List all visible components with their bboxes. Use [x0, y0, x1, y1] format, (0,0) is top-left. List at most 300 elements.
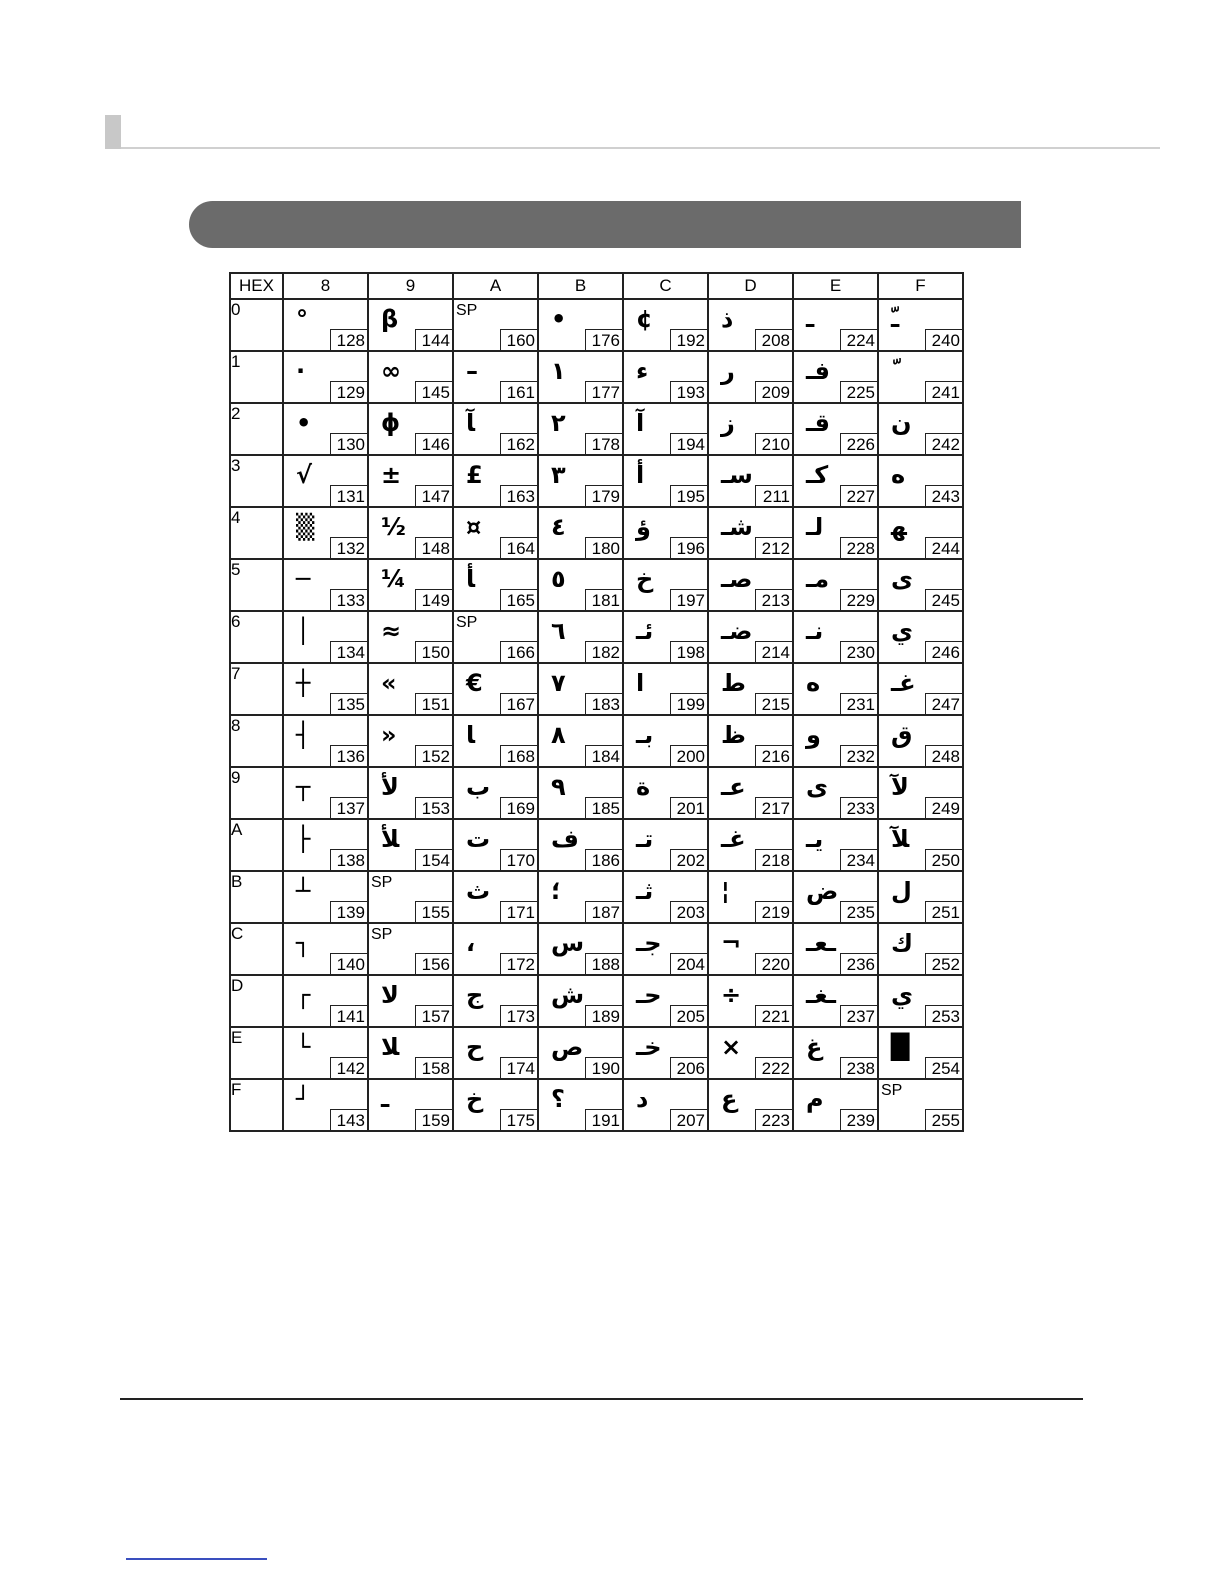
- character-code: 198: [670, 641, 708, 663]
- character-glyph: مـ: [806, 565, 830, 593]
- character-glyph: ٧: [551, 669, 566, 697]
- character-cell: [878, 1027, 963, 1079]
- character-cell: [368, 455, 453, 507]
- character-cell: [368, 299, 453, 351]
- character-glyph: ٣: [551, 461, 566, 489]
- character-code: 252: [925, 953, 963, 975]
- character-glyph: ∞: [381, 357, 401, 385]
- character-cell: [283, 559, 368, 611]
- character-cell: [538, 455, 623, 507]
- character-glyph: و: [806, 721, 821, 749]
- character-code: 145: [415, 381, 453, 403]
- character-cell: [708, 1079, 793, 1131]
- character-glyph: €: [466, 669, 483, 697]
- character-cell: [623, 351, 708, 403]
- character-glyph: نـ: [806, 617, 824, 645]
- character-glyph: م: [806, 1085, 824, 1113]
- table-row: [230, 559, 963, 611]
- character-code: 244: [925, 537, 963, 559]
- character-glyph: ى: [891, 565, 913, 593]
- character-glyph: ≈: [381, 617, 402, 645]
- row-hex-label: E: [230, 1027, 283, 1079]
- character-code: 203: [670, 901, 708, 923]
- character-code: 162: [500, 433, 538, 455]
- character-glyph: عـ: [721, 773, 746, 801]
- table-row: [230, 299, 963, 351]
- character-cell: [878, 403, 963, 455]
- character-cell: [283, 299, 368, 351]
- character-glyph: ق: [891, 721, 913, 749]
- character-code: 194: [670, 433, 708, 455]
- character-glyph: ح: [466, 1033, 484, 1061]
- character-cell: [878, 559, 963, 611]
- character-code: 139: [330, 901, 368, 923]
- code-page-title-bar: [189, 201, 1021, 248]
- character-cell: [623, 1027, 708, 1079]
- character-cell: [453, 975, 538, 1027]
- character-code: 248: [925, 745, 963, 767]
- character-glyph: حـ: [636, 981, 662, 1009]
- character-cell: [793, 1079, 878, 1131]
- character-glyph: ·: [296, 357, 306, 385]
- character-glyph: ┤: [296, 721, 311, 749]
- character-code: 226: [840, 433, 878, 455]
- character-code: 173: [500, 1005, 538, 1027]
- character-cell: [878, 715, 963, 767]
- row-hex-label: 2: [230, 403, 283, 455]
- character-cell: [283, 351, 368, 403]
- character-code: 149: [415, 589, 453, 611]
- character-cell: [453, 611, 538, 663]
- character-code-table: [229, 272, 964, 1132]
- character-glyph: ┘: [296, 1085, 311, 1113]
- character-code: 216: [755, 745, 793, 767]
- character-code: 159: [415, 1109, 453, 1131]
- character-glyph: SP: [881, 1082, 903, 1099]
- character-code: 183: [585, 693, 623, 715]
- column-header: F: [878, 273, 963, 299]
- table-row: [230, 871, 963, 923]
- character-code: 138: [330, 849, 368, 871]
- row-hex-label: 3: [230, 455, 283, 507]
- character-cell: [538, 819, 623, 871]
- character-code: 222: [755, 1057, 793, 1079]
- character-glyph: ﻷ: [381, 773, 399, 801]
- character-cell: [708, 715, 793, 767]
- character-glyph: س: [551, 929, 585, 957]
- character-code: 249: [925, 797, 963, 819]
- character-glyph: ½: [381, 513, 406, 541]
- character-glyph: جـ: [636, 929, 662, 957]
- character-code: 208: [755, 329, 793, 351]
- character-glyph: ط: [721, 669, 746, 697]
- character-glyph: ┴: [296, 877, 311, 905]
- character-cell: [708, 507, 793, 559]
- character-code: 210: [755, 433, 793, 455]
- character-code: 241: [925, 381, 963, 403]
- character-glyph: █: [891, 1033, 910, 1061]
- character-glyph: ت: [466, 825, 491, 853]
- row-hex-label: 6: [230, 611, 283, 663]
- character-code: 202: [670, 849, 708, 871]
- character-code: 217: [755, 797, 793, 819]
- character-code: 197: [670, 589, 708, 611]
- character-cell: [453, 299, 538, 351]
- character-glyph: SP: [456, 614, 478, 631]
- character-code: 179: [585, 485, 623, 507]
- character-glyph: └: [296, 1033, 311, 1061]
- character-glyph: »: [381, 721, 397, 749]
- character-glyph: ┌: [296, 981, 311, 1009]
- character-glyph: صـ: [721, 565, 753, 593]
- table-row: [230, 1079, 963, 1131]
- character-code: 250: [925, 849, 963, 871]
- character-code: 156: [415, 953, 453, 975]
- character-cell: [793, 507, 878, 559]
- table-row: [230, 351, 963, 403]
- footer-rule: [120, 1398, 1083, 1400]
- character-cell: [538, 1079, 623, 1131]
- character-glyph: خ: [466, 1085, 484, 1113]
- character-glyph: ▒: [296, 513, 315, 541]
- character-cell: [453, 1027, 538, 1079]
- character-glyph: ضـ: [721, 617, 753, 645]
- character-glyph: ا: [636, 669, 645, 697]
- character-code: 193: [670, 381, 708, 403]
- character-code: 177: [585, 381, 623, 403]
- character-glyph: ¦: [721, 877, 730, 905]
- character-cell: [368, 715, 453, 767]
- character-glyph: ١: [551, 357, 566, 385]
- character-code: 152: [415, 745, 453, 767]
- character-glyph: قـ: [806, 409, 830, 437]
- character-glyph: ϕ: [381, 409, 401, 437]
- character-code: 187: [585, 901, 623, 923]
- character-cell: [623, 975, 708, 1027]
- character-code: 157: [415, 1005, 453, 1027]
- character-cell: [623, 819, 708, 871]
- character-code: 175: [500, 1109, 538, 1131]
- character-code: 223: [755, 1109, 793, 1131]
- footer-link-underline[interactable]: [126, 1558, 267, 1560]
- character-glyph: ┬: [296, 773, 311, 801]
- character-cell: [623, 611, 708, 663]
- character-code: 171: [500, 901, 538, 923]
- character-glyph: ب: [466, 773, 491, 801]
- character-glyph: ٢: [551, 409, 566, 437]
- character-cell: [453, 715, 538, 767]
- character-glyph: ن: [891, 409, 912, 437]
- character-cell: [623, 715, 708, 767]
- character-cell: [283, 455, 368, 507]
- character-cell: [708, 455, 793, 507]
- character-cell: [793, 403, 878, 455]
- character-code: 146: [415, 433, 453, 455]
- character-code: 236: [840, 953, 878, 975]
- character-code: 224: [840, 329, 878, 351]
- character-glyph: ¢: [636, 305, 653, 333]
- character-cell: [368, 1079, 453, 1131]
- character-cell: [538, 507, 623, 559]
- character-glyph: ـّ: [891, 305, 900, 333]
- character-glyph: لـ: [806, 513, 824, 541]
- character-glyph: ثـ: [636, 877, 654, 905]
- character-cell: [283, 871, 368, 923]
- character-code: 166: [500, 641, 538, 663]
- character-glyph: ﺄ: [466, 565, 476, 593]
- character-code: 239: [840, 1109, 878, 1131]
- character-code: 233: [840, 797, 878, 819]
- character-code: 218: [755, 849, 793, 871]
- character-cell: [283, 923, 368, 975]
- character-code: 129: [330, 381, 368, 403]
- character-glyph: ┐: [296, 929, 311, 957]
- character-glyph: ه: [806, 669, 821, 697]
- character-glyph: •: [551, 305, 567, 333]
- character-glyph: كـ: [806, 461, 829, 489]
- character-code: 155: [415, 901, 453, 923]
- character-cell: [793, 559, 878, 611]
- column-header: A: [453, 273, 538, 299]
- column-header: 9: [368, 273, 453, 299]
- character-cell: [453, 871, 538, 923]
- character-glyph: ي: [891, 617, 913, 645]
- character-code: 232: [840, 745, 878, 767]
- table-row: [230, 923, 963, 975]
- character-cell: [453, 663, 538, 715]
- character-cell: [453, 507, 538, 559]
- character-code: 148: [415, 537, 453, 559]
- character-code: 132: [330, 537, 368, 559]
- character-cell: [538, 403, 623, 455]
- character-code: 213: [755, 589, 793, 611]
- character-cell: [453, 351, 538, 403]
- character-cell: [878, 923, 963, 975]
- character-code: 237: [840, 1005, 878, 1027]
- character-code: 144: [415, 329, 453, 351]
- character-cell: [708, 299, 793, 351]
- character-glyph: ـ: [806, 305, 815, 333]
- character-code: 228: [840, 537, 878, 559]
- character-cell: [793, 663, 878, 715]
- character-cell: [368, 767, 453, 819]
- column-header: C: [623, 273, 708, 299]
- character-code: 140: [330, 953, 368, 975]
- table-row: [230, 403, 963, 455]
- character-code: 199: [670, 693, 708, 715]
- character-glyph: ؟: [551, 1085, 565, 1113]
- character-glyph: ×: [721, 1033, 742, 1061]
- character-cell: [878, 455, 963, 507]
- character-code: 134: [330, 641, 368, 663]
- character-code: 195: [670, 485, 708, 507]
- character-code: 163: [500, 485, 538, 507]
- section-header-marker: [105, 115, 121, 149]
- character-cell: [623, 455, 708, 507]
- character-code: 196: [670, 537, 708, 559]
- column-header: 8: [283, 273, 368, 299]
- character-cell: [878, 663, 963, 715]
- character-code: 253: [925, 1005, 963, 1027]
- character-glyph: غ: [806, 1033, 823, 1061]
- table-row: [230, 663, 963, 715]
- character-glyph: شـ: [721, 513, 753, 541]
- character-cell: [368, 403, 453, 455]
- character-cell: [283, 767, 368, 819]
- character-cell: [283, 611, 368, 663]
- character-cell: [368, 923, 453, 975]
- character-code: 143: [330, 1109, 368, 1131]
- character-code: 130: [330, 433, 368, 455]
- column-header: D: [708, 273, 793, 299]
- row-hex-label: 0: [230, 299, 283, 351]
- character-glyph: ر: [721, 357, 735, 385]
- character-cell: [453, 403, 538, 455]
- character-glyph: غـ: [891, 669, 916, 697]
- character-cell: [708, 871, 793, 923]
- character-glyph: ÷: [721, 981, 742, 1009]
- character-code: 128: [330, 329, 368, 351]
- character-cell: [538, 663, 623, 715]
- character-glyph: SP: [371, 926, 393, 943]
- character-code: 136: [330, 745, 368, 767]
- character-code: 164: [500, 537, 538, 559]
- character-code: 141: [330, 1005, 368, 1027]
- character-cell: [283, 819, 368, 871]
- character-code: 204: [670, 953, 708, 975]
- character-glyph: ﻸ: [381, 825, 400, 853]
- character-code: 207: [670, 1109, 708, 1131]
- hex-header: HEX: [230, 273, 283, 299]
- row-hex-label: A: [230, 819, 283, 871]
- character-code: 211: [755, 485, 793, 507]
- character-code: 220: [755, 953, 793, 975]
- character-code: 206: [670, 1057, 708, 1079]
- character-code: 221: [755, 1005, 793, 1027]
- character-code: 135: [330, 693, 368, 715]
- character-code: 150: [415, 641, 453, 663]
- character-glyph: ┼: [296, 669, 311, 697]
- character-cell: [453, 819, 538, 871]
- character-cell: [538, 559, 623, 611]
- character-cell: [368, 663, 453, 715]
- character-glyph: خ: [636, 565, 654, 593]
- character-glyph: ٦: [551, 617, 566, 645]
- character-cell: [708, 559, 793, 611]
- character-code: 219: [755, 901, 793, 923]
- character-code: 254: [925, 1057, 963, 1079]
- character-code: 174: [500, 1057, 538, 1079]
- row-hex-label: 4: [230, 507, 283, 559]
- character-code: 137: [330, 797, 368, 819]
- character-glyph: ﺂ: [466, 409, 476, 437]
- character-code: 151: [415, 693, 453, 715]
- character-glyph: سـ: [721, 461, 753, 489]
- character-cell: [878, 299, 963, 351]
- character-cell: [623, 299, 708, 351]
- table-row: [230, 975, 963, 1027]
- character-cell: [368, 1027, 453, 1079]
- character-code: 243: [925, 485, 963, 507]
- character-cell: [453, 559, 538, 611]
- row-hex-label: 7: [230, 663, 283, 715]
- character-code: 190: [585, 1057, 623, 1079]
- character-glyph: SP: [456, 302, 478, 319]
- character-glyph: ه: [891, 461, 906, 489]
- character-code: 247: [925, 693, 963, 715]
- character-cell: [283, 1027, 368, 1079]
- character-glyph: ـعـ: [806, 929, 836, 957]
- character-glyph: –: [466, 357, 478, 385]
- character-glyph: «: [381, 669, 397, 697]
- character-glyph: ظ: [721, 721, 746, 749]
- character-cell: [623, 1079, 708, 1131]
- character-glyph: ٥: [551, 565, 566, 593]
- row-hex-label: B: [230, 871, 283, 923]
- table-header-row: [230, 273, 963, 299]
- character-code: 168: [500, 745, 538, 767]
- character-cell: [793, 819, 878, 871]
- character-glyph: ى: [806, 773, 828, 801]
- character-cell: [878, 351, 963, 403]
- character-cell: [623, 767, 708, 819]
- character-glyph: ¼: [381, 565, 406, 593]
- character-glyph: ض: [806, 877, 839, 905]
- character-glyph: غـ: [721, 825, 746, 853]
- character-cell: [368, 559, 453, 611]
- character-cell: [538, 1027, 623, 1079]
- character-glyph: ئـ: [636, 617, 654, 645]
- table-row: [230, 507, 963, 559]
- character-code: 242: [925, 433, 963, 455]
- character-code: 191: [585, 1109, 623, 1131]
- character-code: 158: [415, 1057, 453, 1079]
- table-row: [230, 455, 963, 507]
- character-cell: [283, 975, 368, 1027]
- character-glyph: ؛: [551, 877, 561, 905]
- character-cell: [878, 507, 963, 559]
- character-cell: [538, 767, 623, 819]
- character-code: 161: [500, 381, 538, 403]
- table-row: [230, 767, 963, 819]
- character-code: 165: [500, 589, 538, 611]
- character-glyph: بـ: [636, 721, 654, 749]
- character-cell: [708, 1027, 793, 1079]
- character-code: 227: [840, 485, 878, 507]
- character-glyph: ؤ: [636, 513, 651, 541]
- row-hex-label: D: [230, 975, 283, 1027]
- character-code: 245: [925, 589, 963, 611]
- character-cell: [538, 871, 623, 923]
- character-glyph: │: [296, 617, 311, 645]
- row-hex-label: 8: [230, 715, 283, 767]
- character-cell: [708, 351, 793, 403]
- character-code: 246: [925, 641, 963, 663]
- character-code: 131: [330, 485, 368, 507]
- character-glyph: ع: [721, 1085, 738, 1113]
- character-cell: [623, 559, 708, 611]
- character-glyph: ﻻ: [381, 981, 399, 1009]
- table-row: [230, 1027, 963, 1079]
- character-glyph: ذ: [721, 305, 734, 333]
- character-glyph: ل: [891, 877, 912, 905]
- character-cell: [708, 767, 793, 819]
- character-cell: [793, 351, 878, 403]
- row-hex-label: 9: [230, 767, 283, 819]
- column-header: E: [793, 273, 878, 299]
- character-cell: [538, 351, 623, 403]
- character-glyph: ك: [891, 929, 913, 957]
